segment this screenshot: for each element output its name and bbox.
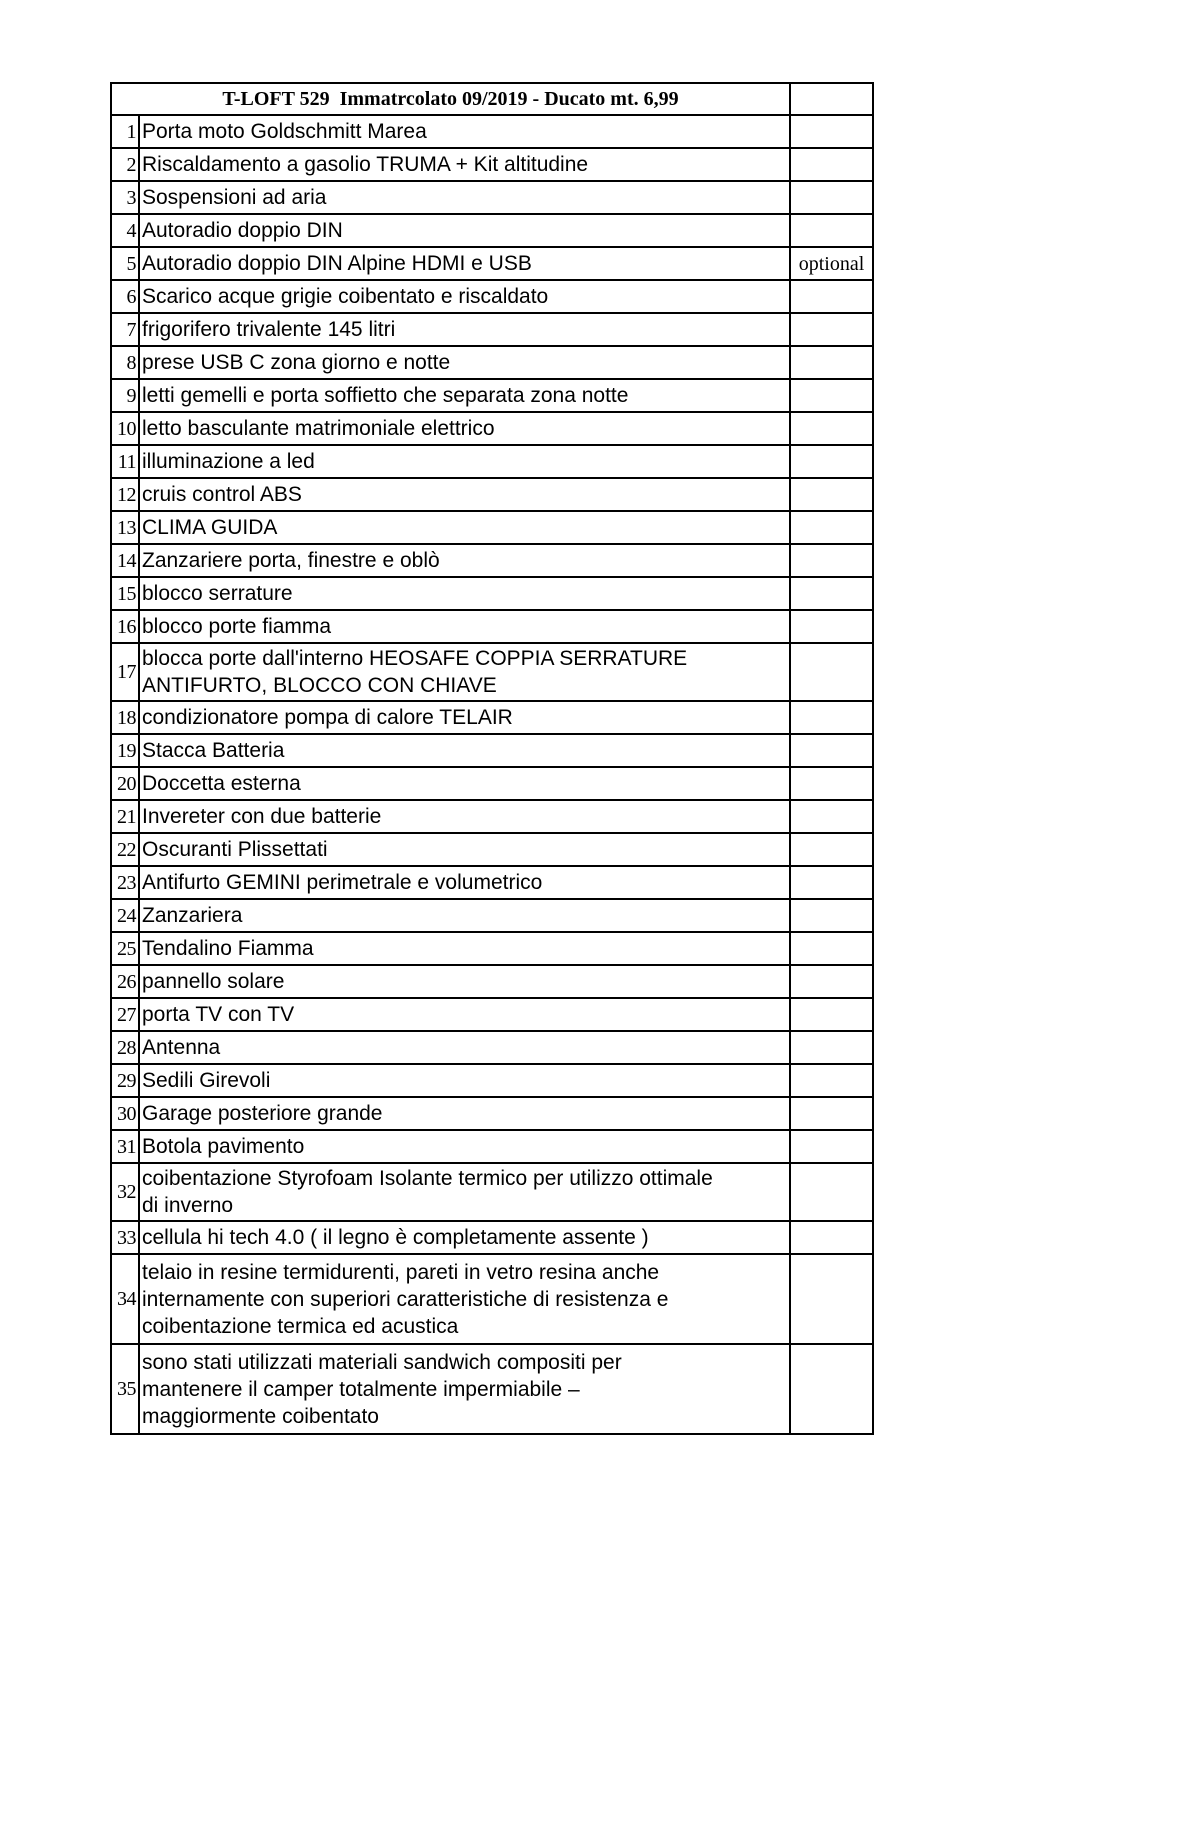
item-note — [790, 1344, 873, 1434]
item-number: 17 — [111, 643, 139, 701]
equipment-table — [110, 82, 874, 1435]
item-description: Antenna — [139, 1031, 790, 1064]
item-note: optional — [790, 247, 873, 280]
item-number: 8 — [111, 346, 139, 379]
document-title: T-LOFT 529 Immatrcolato 09/2019 - Ducato mt. 6,99 — [111, 83, 790, 115]
item-number: 21 — [111, 800, 139, 833]
item-note — [790, 280, 873, 313]
item-number: 29 — [111, 1064, 139, 1097]
item-description: Riscaldamento a gasolio TRUMA + Kit altitudine — [139, 148, 790, 181]
item-description: Autoradio doppio DIN Alpine HDMI e USB — [139, 247, 790, 280]
item-description: Zanzariera — [139, 899, 790, 932]
item-description: pannello solare — [139, 965, 790, 998]
item-note — [790, 379, 873, 412]
item-note — [790, 932, 873, 965]
table-row — [111, 734, 873, 767]
item-description: porta TV con TV — [139, 998, 790, 1031]
table-row — [111, 544, 873, 577]
item-description: Sospensioni ad aria — [139, 181, 790, 214]
item-number: 34 — [111, 1254, 139, 1344]
table-row — [111, 511, 873, 544]
table-row — [111, 445, 873, 478]
table-row — [111, 866, 873, 899]
table-row — [111, 577, 873, 610]
table-title-row — [111, 83, 873, 115]
table-row — [111, 313, 873, 346]
item-number: 27 — [111, 998, 139, 1031]
item-number: 32 — [111, 1163, 139, 1221]
item-description: sono stati utilizzati materiali sandwich compositi per mantenere il camper totalmente impermiabile – maggiormente coibentato — [139, 1344, 790, 1434]
item-number: 2 — [111, 148, 139, 181]
item-number: 19 — [111, 734, 139, 767]
item-description: illuminazione a led — [139, 445, 790, 478]
equipment-table-body — [111, 83, 873, 1434]
table-row — [111, 1254, 873, 1344]
table-row — [111, 701, 873, 734]
item-note — [790, 115, 873, 148]
item-number: 20 — [111, 767, 139, 800]
item-number: 22 — [111, 833, 139, 866]
item-description: CLIMA GUIDA — [139, 511, 790, 544]
item-number: 16 — [111, 610, 139, 643]
item-note — [790, 412, 873, 445]
item-description: Zanzariere porta, finestre e oblò — [139, 544, 790, 577]
table-row — [111, 1344, 873, 1434]
item-note — [790, 965, 873, 998]
item-description: blocca porte dall'interno HEOSAFE COPPIA SERRATURE ANTIFURTO, BLOCCO CON CHIAVE — [139, 643, 790, 701]
table-row — [111, 478, 873, 511]
item-note — [790, 313, 873, 346]
item-note — [790, 346, 873, 379]
table-row — [111, 115, 873, 148]
item-number: 30 — [111, 1097, 139, 1130]
item-description: Scarico acque grigie coibentato e riscaldato — [139, 280, 790, 313]
item-number: 24 — [111, 899, 139, 932]
title-extra-cell — [790, 83, 873, 115]
item-note — [790, 181, 873, 214]
item-number: 9 — [111, 379, 139, 412]
item-note — [790, 478, 873, 511]
item-note — [790, 445, 873, 478]
item-number: 10 — [111, 412, 139, 445]
item-description: Tendalino Fiamma — [139, 932, 790, 965]
table-row — [111, 643, 873, 701]
item-note — [790, 899, 873, 932]
item-note — [790, 767, 873, 800]
item-note — [790, 577, 873, 610]
item-description: Porta moto Goldschmitt Marea — [139, 115, 790, 148]
table-row — [111, 998, 873, 1031]
table-row — [111, 1130, 873, 1163]
item-number: 23 — [111, 866, 139, 899]
item-description: condizionatore pompa di calore TELAIR — [139, 701, 790, 734]
item-note — [790, 610, 873, 643]
item-description: Botola pavimento — [139, 1130, 790, 1163]
item-description: coibentazione Styrofoam Isolante termico per utilizzo ottimale di inverno — [139, 1163, 790, 1221]
item-number: 25 — [111, 932, 139, 965]
item-note — [790, 800, 873, 833]
table-row — [111, 1163, 873, 1221]
item-number: 26 — [111, 965, 139, 998]
item-number: 7 — [111, 313, 139, 346]
item-note — [790, 511, 873, 544]
item-description: Garage posteriore grande — [139, 1097, 790, 1130]
table-row — [111, 1031, 873, 1064]
table-row — [111, 610, 873, 643]
item-note — [790, 734, 873, 767]
item-description: Stacca Batteria — [139, 734, 790, 767]
table-row — [111, 346, 873, 379]
item-note — [790, 214, 873, 247]
table-row — [111, 280, 873, 313]
item-description: Autoradio doppio DIN — [139, 214, 790, 247]
item-number: 28 — [111, 1031, 139, 1064]
item-note — [790, 1130, 873, 1163]
item-number: 6 — [111, 280, 139, 313]
item-description: letto basculante matrimoniale elettrico — [139, 412, 790, 445]
item-note — [790, 544, 873, 577]
item-number: 18 — [111, 701, 139, 734]
item-number: 3 — [111, 181, 139, 214]
item-description: frigorifero trivalente 145 litri — [139, 313, 790, 346]
item-description: Oscuranti Plissettati — [139, 833, 790, 866]
item-description: blocco porte fiamma — [139, 610, 790, 643]
table-row — [111, 932, 873, 965]
item-description: telaio in resine termidurenti, pareti in vetro resina anche internamente con superiori caratteristiche di resistenza e coibentazione termica ed acustica — [139, 1254, 790, 1344]
table-row — [111, 1097, 873, 1130]
item-note — [790, 1221, 873, 1254]
item-note — [790, 1097, 873, 1130]
item-note — [790, 643, 873, 701]
item-description: letti gemelli e porta soffietto che separata zona notte — [139, 379, 790, 412]
table-row — [111, 800, 873, 833]
item-note — [790, 1064, 873, 1097]
item-number: 15 — [111, 577, 139, 610]
item-note — [790, 866, 873, 899]
item-number: 13 — [111, 511, 139, 544]
item-note — [790, 148, 873, 181]
table-row — [111, 965, 873, 998]
table-row — [111, 148, 873, 181]
table-row — [111, 214, 873, 247]
item-description: Invereter con due batterie — [139, 800, 790, 833]
table-row — [111, 899, 873, 932]
item-description: Sedili Girevoli — [139, 1064, 790, 1097]
table-row — [111, 1221, 873, 1254]
table-row — [111, 412, 873, 445]
item-number: 11 — [111, 445, 139, 478]
table-row — [111, 767, 873, 800]
item-note — [790, 1163, 873, 1221]
item-description: prese USB C zona giorno e notte — [139, 346, 790, 379]
table-row — [111, 833, 873, 866]
item-description: cruis control ABS — [139, 478, 790, 511]
item-number: 5 — [111, 247, 139, 280]
item-number: 4 — [111, 214, 139, 247]
item-number: 1 — [111, 115, 139, 148]
table-row — [111, 1064, 873, 1097]
item-note — [790, 701, 873, 734]
item-number: 31 — [111, 1130, 139, 1163]
table-row — [111, 379, 873, 412]
item-number: 14 — [111, 544, 139, 577]
item-description: Antifurto GEMINI perimetrale e volumetrico — [139, 866, 790, 899]
item-description: Doccetta esterna — [139, 767, 790, 800]
table-row — [111, 247, 873, 280]
item-number: 12 — [111, 478, 139, 511]
item-description: cellula hi tech 4.0 ( il legno è completamente assente ) — [139, 1221, 790, 1254]
item-number: 33 — [111, 1221, 139, 1254]
item-description: blocco serrature — [139, 577, 790, 610]
table-row — [111, 181, 873, 214]
item-number: 35 — [111, 1344, 139, 1434]
item-note — [790, 998, 873, 1031]
item-note — [790, 1031, 873, 1064]
item-note — [790, 833, 873, 866]
item-note — [790, 1254, 873, 1344]
